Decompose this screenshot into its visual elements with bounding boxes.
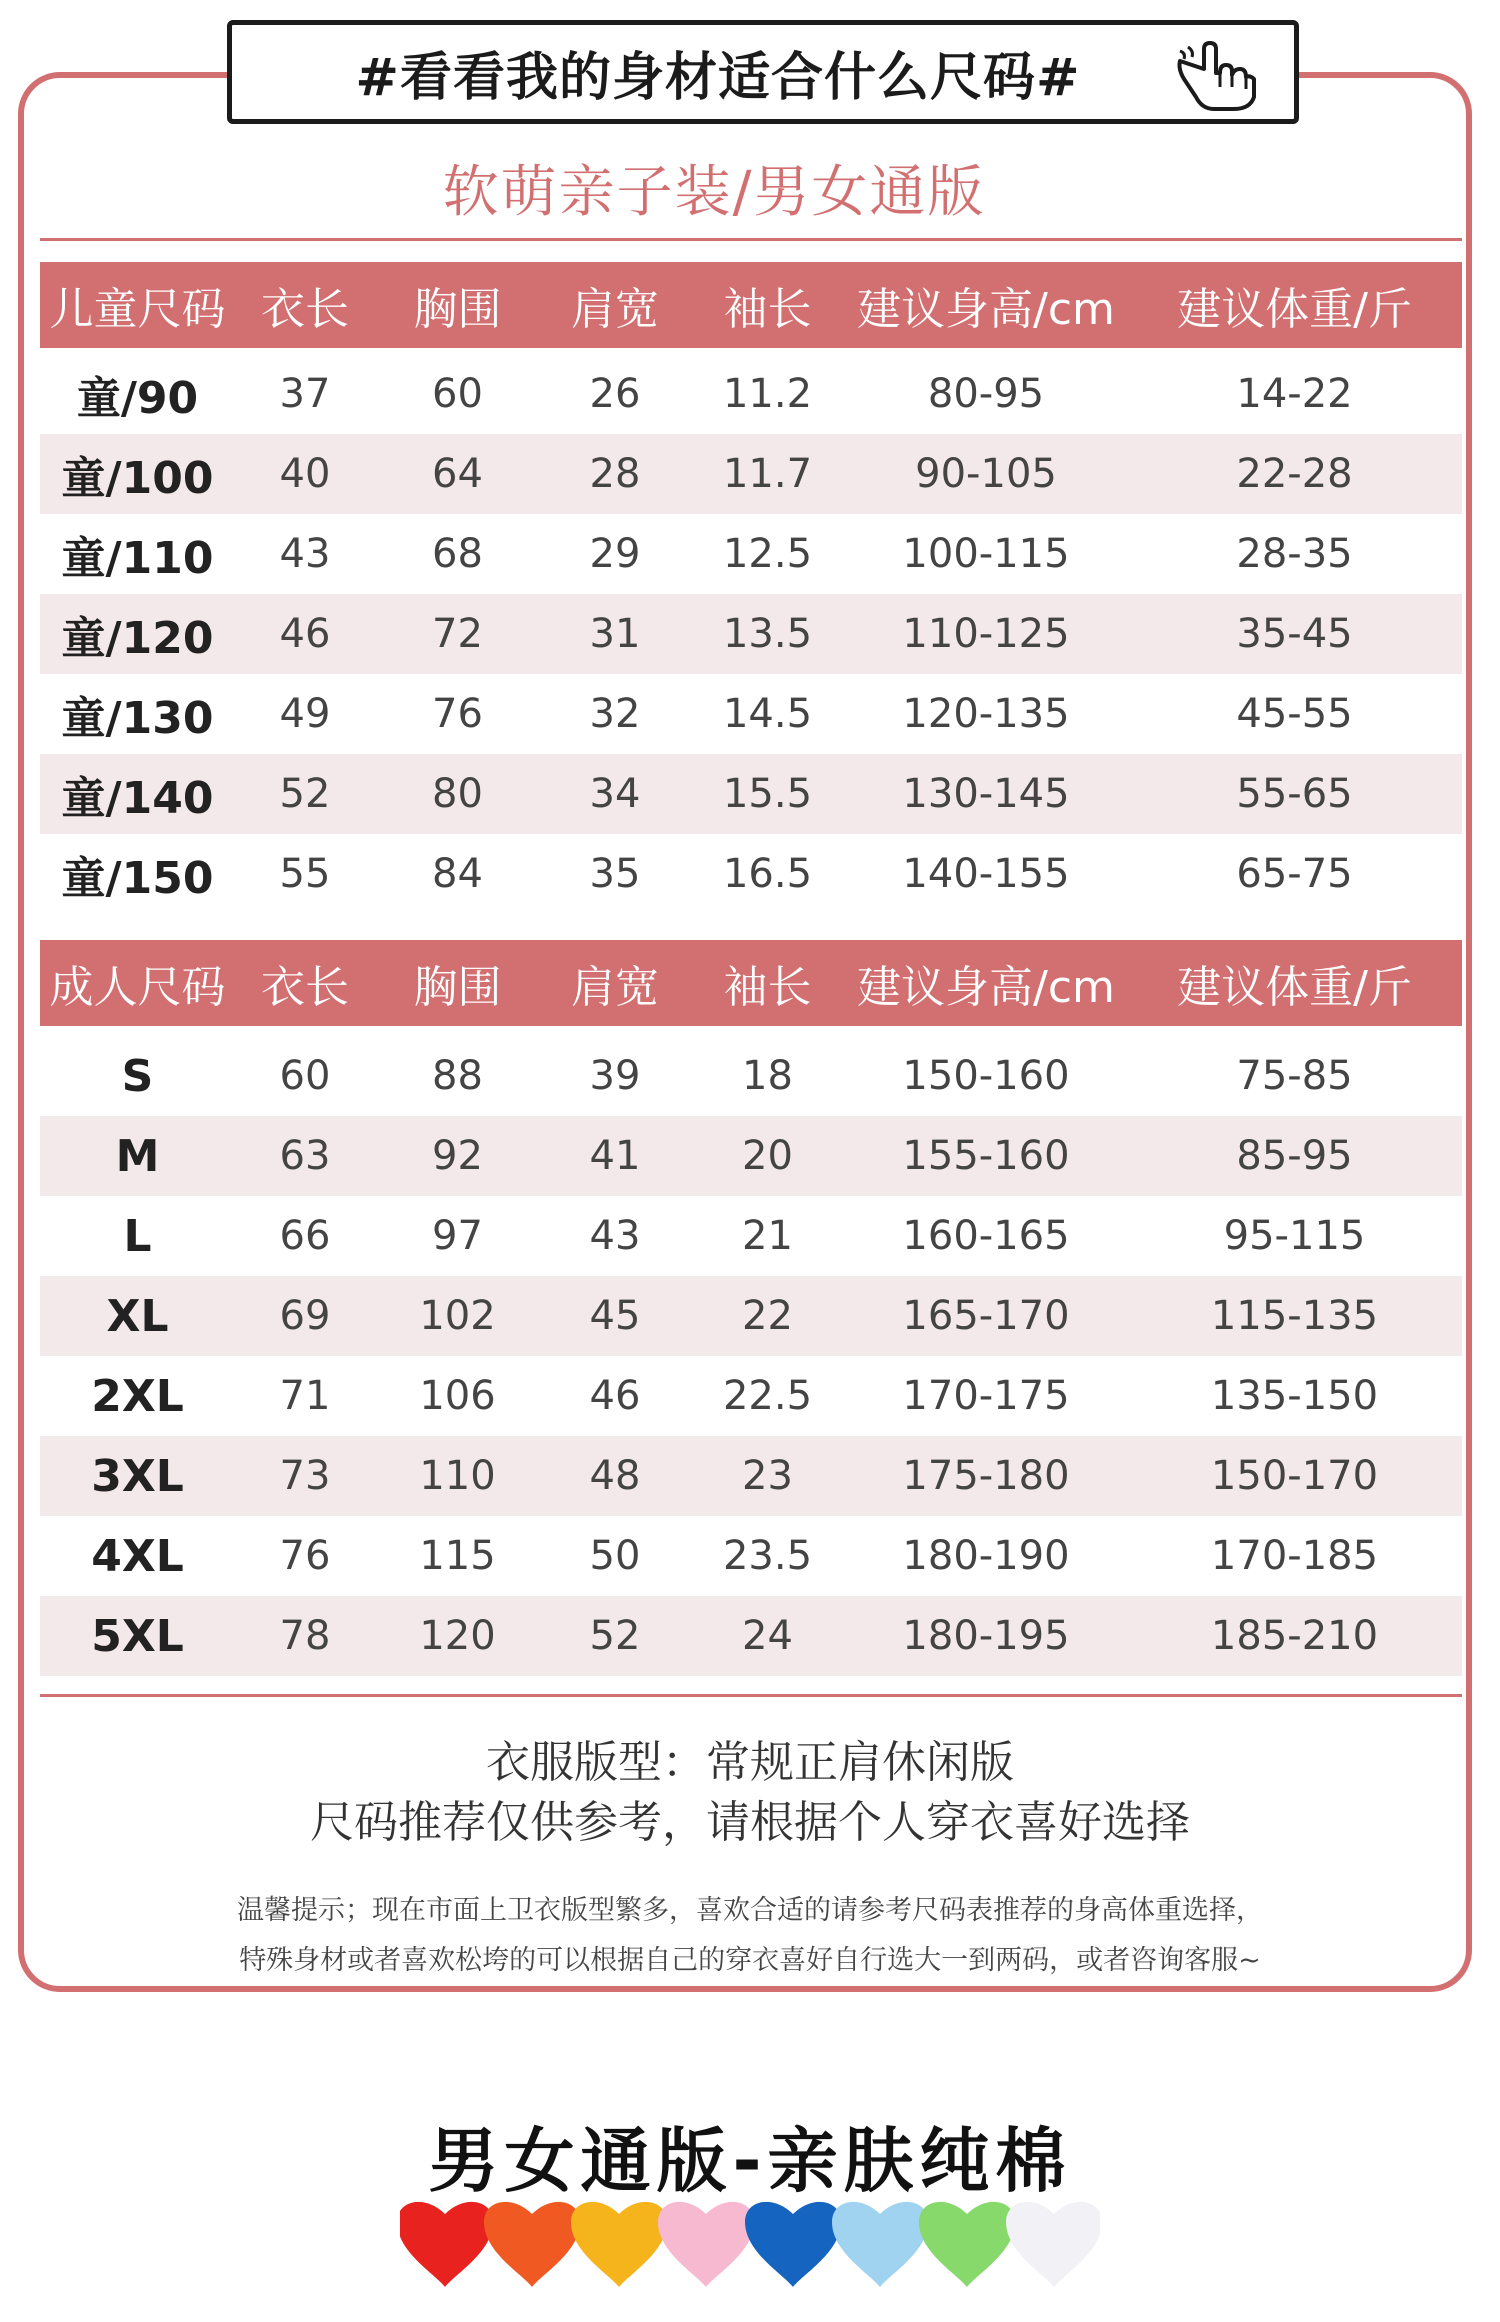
cell-sleeve: 18 [742, 1053, 793, 1099]
cell-shoulder: 52 [589, 1613, 641, 1659]
cell-height: 150-160 [902, 1053, 1070, 1099]
cell-weight: 65-75 [1236, 851, 1353, 897]
page-title: #看看我的身材适合什么尺码# [355, 47, 1081, 108]
cell-sleeve: 24 [742, 1613, 793, 1659]
cell-sleeve: 11.2 [722, 371, 813, 417]
kids-table-header [40, 262, 1462, 348]
cell-sleeve: 13.5 [722, 611, 813, 657]
cell-chest: 110 [419, 1453, 496, 1499]
cell-length: 46 [279, 611, 331, 657]
heart-icon [658, 2202, 754, 2287]
cell-sleeve: 12.5 [722, 531, 813, 577]
cell-shoulder: 35 [589, 851, 641, 897]
table-row [40, 1116, 1462, 1196]
cell-weight: 22-28 [1236, 451, 1353, 497]
header-sleeve: 袖长 [723, 962, 812, 1013]
heart-icon [400, 2202, 493, 2287]
table-row [40, 754, 1462, 834]
header-length: 衣长 [261, 284, 349, 335]
header-length: 衣长 [261, 962, 349, 1013]
table-row [40, 594, 1462, 674]
divider-top [40, 238, 1462, 241]
table-row [40, 1036, 1462, 1116]
cell-chest: 120 [419, 1613, 496, 1659]
heart-icon [484, 2202, 580, 2287]
header-weight: 建议体重/斤 [1177, 284, 1412, 335]
cell-length: 78 [279, 1613, 331, 1659]
cell-weight: 75-85 [1236, 1053, 1353, 1099]
table-row [40, 1356, 1462, 1436]
cell-shoulder: 31 [589, 611, 641, 657]
header-size: 成人尺码 [49, 962, 226, 1013]
cell-weight: 95-115 [1223, 1213, 1366, 1259]
cell-shoulder: 48 [589, 1453, 641, 1499]
cell-size: 童/90 [76, 373, 199, 424]
cell-height: 165-170 [902, 1293, 1070, 1339]
cell-shoulder: 46 [589, 1373, 641, 1419]
slogan: 男女通版-亲肤纯棉 [428, 2120, 1072, 2202]
cell-sleeve: 22.5 [722, 1373, 813, 1419]
cell-chest: 106 [419, 1373, 496, 1419]
cell-length: 55 [279, 851, 331, 897]
cell-height: 160-165 [902, 1213, 1070, 1259]
cell-chest: 88 [432, 1053, 483, 1099]
table-row [40, 1516, 1462, 1596]
divider-bottom [40, 1694, 1462, 1697]
table-row [40, 1276, 1462, 1356]
header-sleeve: 袖长 [723, 284, 812, 335]
cell-chest: 92 [432, 1133, 483, 1179]
pointing-hand-icon [1174, 39, 1258, 113]
cell-length: 49 [279, 691, 331, 737]
cell-chest: 76 [432, 691, 483, 737]
cell-shoulder: 50 [589, 1533, 641, 1579]
cell-length: 40 [279, 451, 331, 497]
cell-height: 80-95 [927, 371, 1045, 417]
cell-height: 110-125 [902, 611, 1070, 657]
cell-sleeve: 23 [742, 1453, 793, 1499]
cell-sleeve: 11.7 [722, 451, 813, 497]
cell-shoulder: 41 [589, 1133, 641, 1179]
header-shoulder: 肩宽 [571, 962, 659, 1013]
cell-length: 60 [279, 1053, 331, 1099]
cell-weight: 170-185 [1210, 1533, 1379, 1579]
cell-shoulder: 26 [589, 371, 641, 417]
tip-line-2: 特殊身材或者喜欢松垮的可以根据自己的穿衣喜好自行选大一到两码，或者咨询客服~ [239, 1945, 1261, 1976]
cell-sleeve: 22 [742, 1293, 793, 1339]
cell-length: 73 [279, 1453, 331, 1499]
table-row [40, 514, 1462, 594]
cell-length: 43 [279, 531, 331, 577]
cell-weight: 45-55 [1236, 691, 1353, 737]
cell-shoulder: 45 [589, 1293, 641, 1339]
cell-size: L [123, 1210, 152, 1262]
heart-icons-row [400, 2192, 1100, 2302]
cell-height: 140-155 [902, 851, 1070, 897]
cell-size: 4XL [91, 1530, 184, 1582]
cell-length: 63 [279, 1133, 331, 1179]
cell-size: 童/110 [61, 533, 214, 584]
cell-length: 69 [279, 1293, 331, 1339]
cell-size: M [115, 1130, 160, 1182]
header-shoulder: 肩宽 [571, 284, 659, 335]
cell-size: 童/140 [61, 773, 214, 824]
cell-size: 5XL [91, 1610, 184, 1662]
subtitle: 软萌亲子装/男女通版 [442, 160, 986, 225]
cell-weight: 85-95 [1236, 1133, 1353, 1179]
cell-height: 120-135 [902, 691, 1070, 737]
cell-size: 童/100 [61, 453, 214, 504]
cell-sleeve: 14.5 [722, 691, 813, 737]
cell-chest: 72 [432, 611, 483, 657]
cell-size: S [121, 1050, 154, 1102]
cell-height: 155-160 [902, 1133, 1070, 1179]
cell-chest: 64 [432, 451, 483, 497]
cell-size: 童/130 [61, 693, 214, 744]
cell-chest: 80 [432, 771, 483, 817]
header-chest: 胸围 [413, 284, 502, 335]
cell-length: 76 [279, 1533, 331, 1579]
header-size: 儿童尺码 [49, 284, 226, 335]
cell-sleeve: 20 [742, 1133, 793, 1179]
cell-chest: 102 [419, 1293, 496, 1339]
table-row [40, 1196, 1462, 1276]
cell-height: 170-175 [902, 1373, 1070, 1419]
cell-shoulder: 39 [589, 1053, 641, 1099]
cell-shoulder: 32 [589, 691, 641, 737]
cell-weight: 150-170 [1210, 1453, 1379, 1499]
table-row [40, 674, 1462, 754]
cell-sleeve: 23.5 [722, 1533, 813, 1579]
cell-weight: 135-150 [1210, 1373, 1379, 1419]
table-row [40, 1436, 1462, 1516]
cell-weight: 14-22 [1236, 371, 1353, 417]
cell-size: 3XL [91, 1450, 184, 1502]
cell-chest: 115 [419, 1533, 496, 1579]
cell-chest: 97 [432, 1213, 483, 1259]
cell-weight: 55-65 [1236, 771, 1353, 817]
table-row [40, 834, 1462, 914]
size-advice-note: 尺码推荐仅供参考，请根据个人穿衣喜好选择 [310, 1797, 1190, 1848]
cell-weight: 35-45 [1236, 611, 1353, 657]
heart-icon [745, 2202, 841, 2287]
heart-icon [1006, 2202, 1100, 2287]
cell-size: XL [106, 1290, 169, 1342]
cell-height: 130-145 [902, 771, 1070, 817]
title-banner [227, 20, 1299, 124]
cell-chest: 84 [432, 851, 483, 897]
cell-height: 175-180 [902, 1453, 1070, 1499]
cell-height: 90-105 [915, 451, 1057, 497]
header-chest: 胸围 [413, 962, 502, 1013]
table-row [40, 1596, 1462, 1676]
table-row [40, 354, 1462, 434]
cell-sleeve: 16.5 [722, 851, 813, 897]
heart-icon [832, 2202, 928, 2287]
cell-height: 180-195 [902, 1613, 1070, 1659]
tip-line-1: 温馨提示；现在市面上卫衣版型繁多，喜欢合适的请参考尺码表推荐的身高体重选择， [237, 1895, 1263, 1926]
cell-shoulder: 29 [589, 531, 641, 577]
cell-chest: 60 [432, 371, 483, 417]
header-height: 建议身高/cm [857, 962, 1115, 1013]
cell-length: 66 [279, 1213, 331, 1259]
cell-weight: 115-135 [1210, 1293, 1379, 1339]
cell-shoulder: 34 [589, 771, 641, 817]
cell-size: 童/120 [61, 613, 214, 664]
cell-shoulder: 43 [589, 1213, 641, 1259]
cell-length: 37 [279, 371, 331, 417]
cell-sleeve: 21 [742, 1213, 793, 1259]
heart-icon [919, 2202, 1015, 2287]
cell-weight: 28-35 [1236, 531, 1353, 577]
fit-note: 衣服版型：常规正肩休闲版 [486, 1737, 1014, 1788]
cell-height: 100-115 [902, 531, 1070, 577]
header-height: 建议身高/cm [857, 284, 1115, 335]
cell-weight: 185-210 [1210, 1613, 1379, 1659]
cell-chest: 68 [432, 531, 483, 577]
table-row [40, 434, 1462, 514]
cell-size: 童/150 [61, 853, 214, 904]
cell-sleeve: 15.5 [722, 771, 813, 817]
cell-length: 71 [279, 1373, 331, 1419]
cell-length: 52 [279, 771, 331, 817]
cell-size: 2XL [91, 1370, 184, 1422]
header-weight: 建议体重/斤 [1177, 962, 1412, 1013]
heart-icon [571, 2202, 667, 2287]
cell-shoulder: 28 [589, 451, 641, 497]
cell-height: 180-190 [902, 1533, 1070, 1579]
adult-table-header [40, 940, 1462, 1026]
